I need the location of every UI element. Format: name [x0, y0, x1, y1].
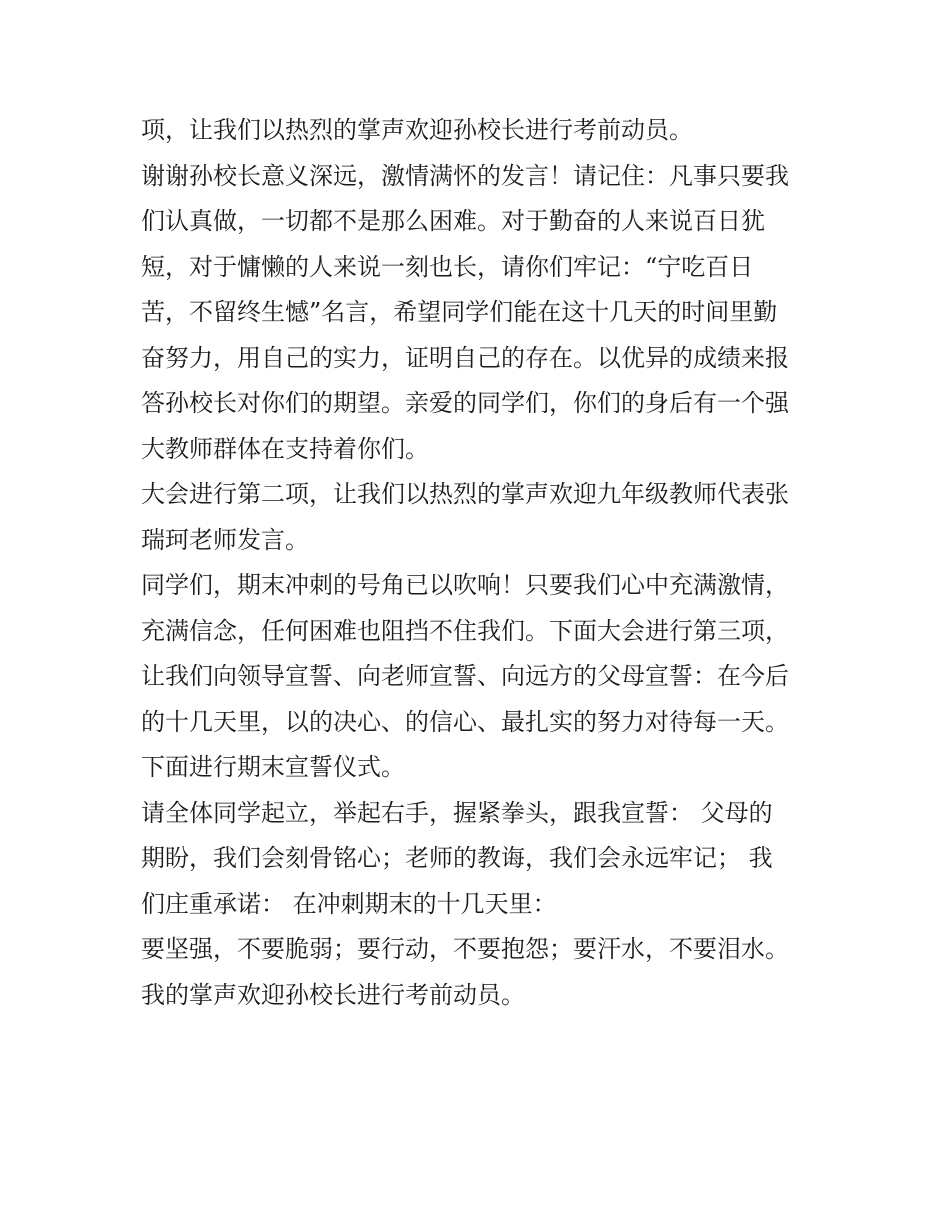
text-line: 的十几天里，以的决心、的信心、最扎实的努力对待每一天。 [141, 707, 789, 736]
text-line: 答孙校长对你们的期望。亲爱的同学们，你们的身后有一个强 [141, 389, 789, 417]
text-line: 谢谢孙校长意义深远，激情满怀的发言！请记住：凡事只要我 [141, 161, 789, 190]
text-line: 项，让我们以热烈的掌声欢迎孙校长进行考前动员。 [141, 116, 693, 144]
text-line: 奋努力，用自己的实力，证明自己的存在。以优异的成绩来报 [141, 343, 789, 372]
text-line: 充满信念，任何困难也阻挡不住我们。下面大会进行第三项， [141, 616, 789, 645]
text-line: 苦，不留终生憾”名言，希望同学们能在这十几天的时间里勤 [141, 298, 778, 326]
text-line: 们庄重承诺： 在冲刺期末的十几天里： [141, 889, 557, 918]
text-line: 们认真做，一切都不是那么困难。对于勤奋的人来说百日犹 [141, 207, 765, 235]
text-line: 短，对于慵懒的人来说一刻也长，请你们牢记：“宁吃百日 [141, 252, 754, 281]
document-body [141, 108, 821, 1018]
text-line: 瑞珂老师发言。 [141, 525, 309, 554]
text-line: 让我们向领导宣誓、向老师宣誓、向远方的父母宣誓：在今后 [141, 662, 789, 690]
text-line: 期盼，我们会刻骨铭心；老师的教诲，我们会永远牢记； 我 [141, 844, 773, 872]
text-line: 请全体同学起立，举起右手，握紧拳头，跟我宣誓： 父母的 [141, 798, 773, 827]
text-line: 大教师群体在支持着你们。 [141, 434, 429, 463]
text-line: 要坚强，不要脆弱；要行动，不要抱怨；要汗水，不要泪水。 [141, 935, 789, 963]
text-line: 同学们，期末冲刺的号角已以吹响！只要我们心中充满激情， [141, 571, 789, 599]
text-line: 大会进行第二项，让我们以热烈的掌声欢迎九年级教师代表张 [141, 480, 789, 508]
text-line: 我的掌声欢迎孙校长进行考前动员。 [141, 980, 525, 1009]
text-line: 下面进行期末宣誓仪式。 [141, 753, 405, 781]
